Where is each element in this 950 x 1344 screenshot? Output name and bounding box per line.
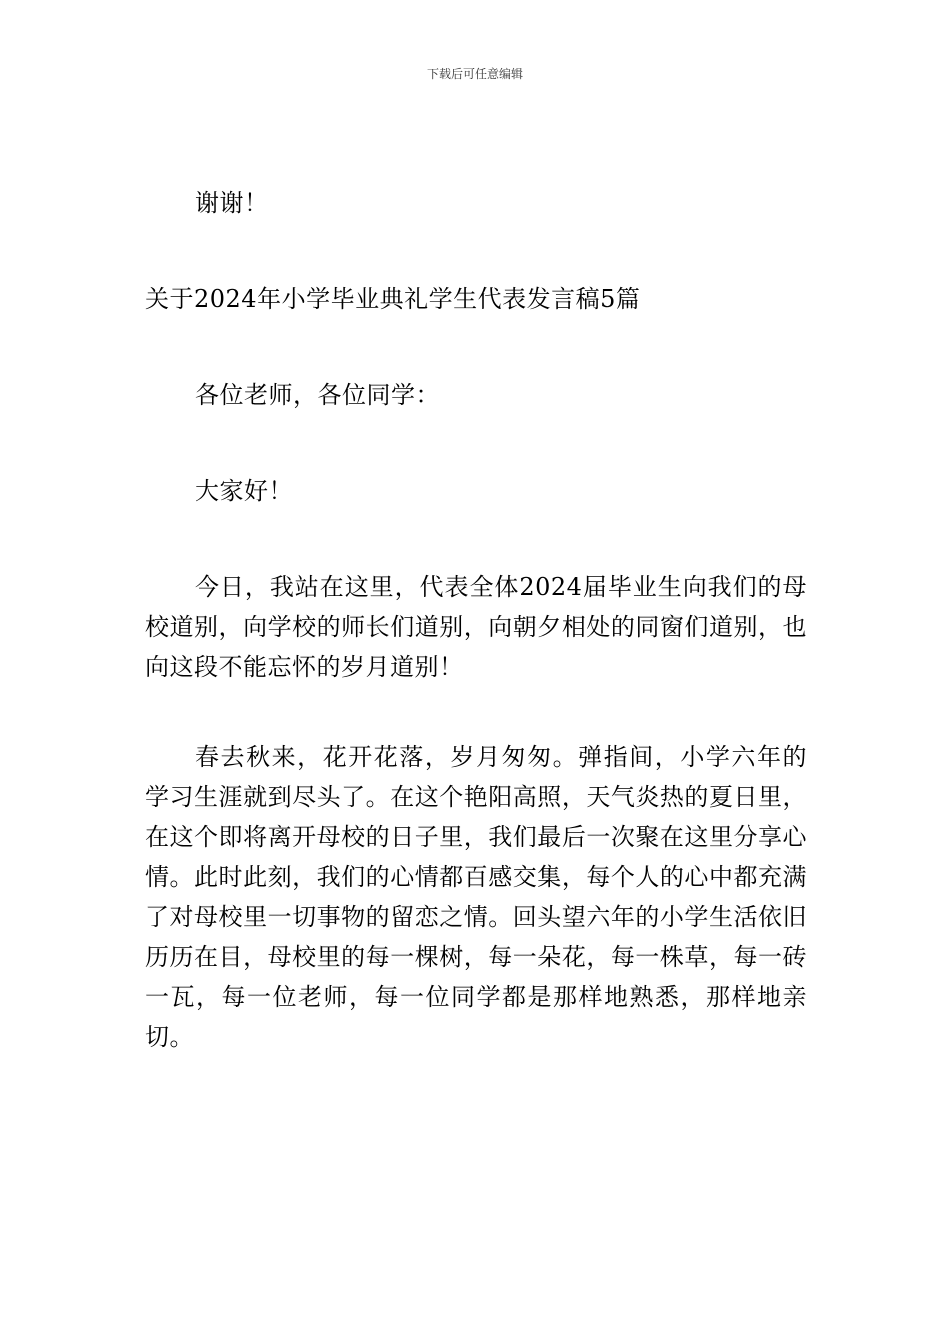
spacer	[145, 223, 807, 279]
paragraph-farewell: 今日，我站在这里，代表全体2024届毕业生向我们的母校道别，向学校的师长们道别，向朝夕相处的同窗们道别，也向这段不能忘怀的岁月道别！	[145, 573, 807, 681]
document-body	[145, 183, 807, 1057]
spacer	[145, 415, 807, 471]
paragraph-memories: 春去秋来，花开花落，岁月匆匆。弹指间，小学六年的学习生涯就到尽头了。在这个艳阳高照，天气炎热的夏日里，在这个即将离开母校的日子里，我们最后一次聚在这里分享心情。此时此刻，我们的心情都百感交集，每个人的心中都充满了对母校里一切事物的留恋之情。回头望六年的小学生活依旧历历在目，母校里的每一棵树，每一朵花，每一株草，每一砖一瓦，每一位老师，每一位同学都是那样地熟悉，那样地亲切。	[145, 743, 807, 1051]
spacer	[145, 687, 807, 737]
hello-line: 大家好！	[195, 477, 293, 505]
page-header-note: 下载后可任意编辑	[426, 67, 523, 81]
document-title: 关于2024年小学毕业典礼学生代表发言稿5篇	[145, 285, 641, 313]
spacer	[145, 511, 807, 567]
thanks-line: 谢谢！	[195, 189, 269, 217]
spacer	[145, 319, 807, 375]
greeting-line: 各位老师，各位同学：	[195, 381, 440, 409]
